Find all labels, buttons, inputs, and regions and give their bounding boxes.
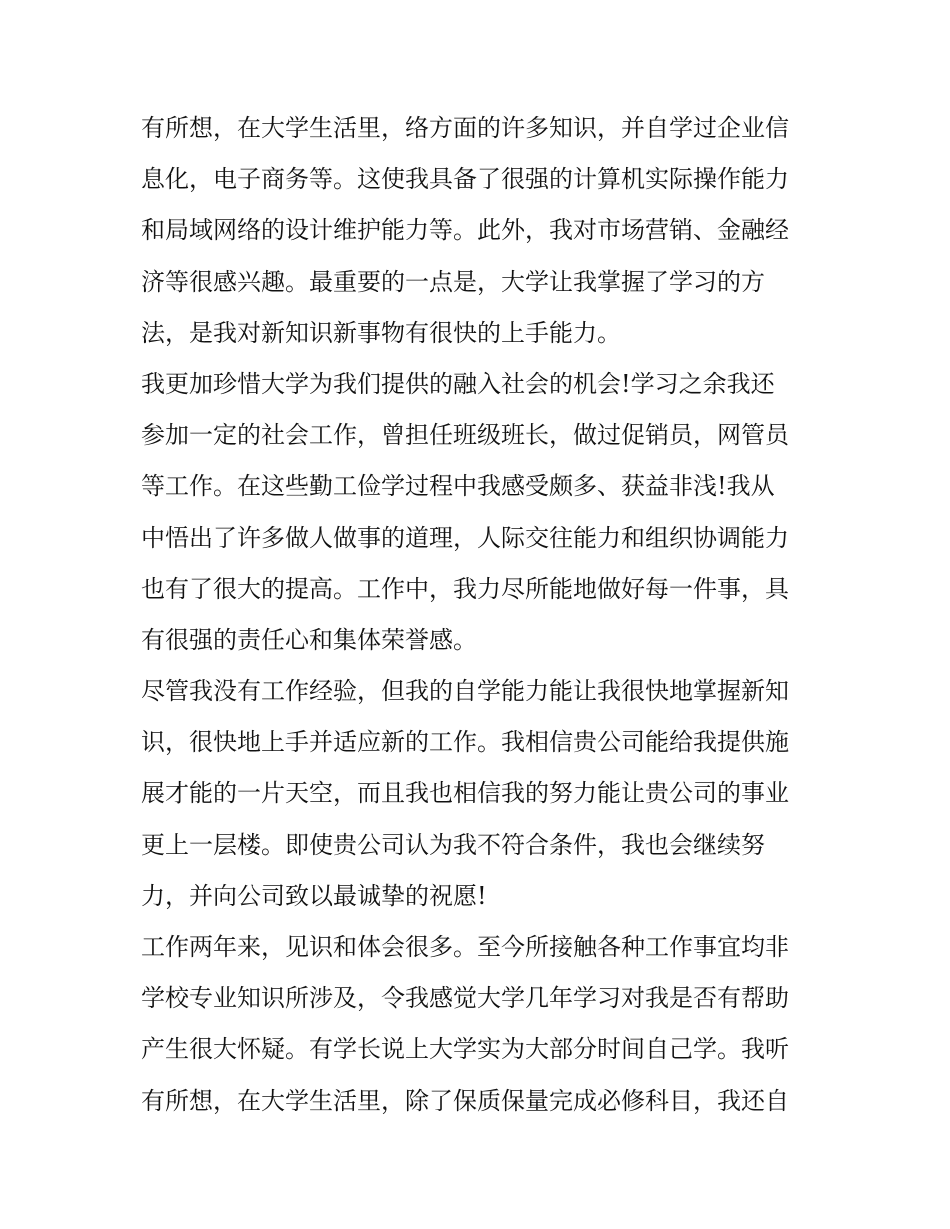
text-line: 产生很大怀疑。有学长说上大学实为大部分时间自己学。我听 <box>141 1035 789 1064</box>
text-line: 等工作。在这些勤工俭学过程中我感受颇多、获益非浅!我从 <box>141 472 775 501</box>
document-body <box>141 103 821 1127</box>
text-line: 参加一定的社会工作，曾担任班级班长，做过促销员，网管员 <box>141 421 789 450</box>
text-line: 有所想，在大学生活里，络方面的许多知识，并自学过企业信 <box>141 114 789 142</box>
text-line: 和局域网络的设计维护能力等。此外，我对市场营销、金融经 <box>141 216 789 245</box>
text-line: 尽管我没有工作经验，但我的自学能力能让我很快地掌握新知 <box>141 677 789 706</box>
text-line: 有很强的责任心和集体荣誉感。 <box>141 625 477 654</box>
text-line: 息化，电子商务等。这使我具备了很强的计算机实际操作能力 <box>141 165 789 194</box>
text-line: 识，很快地上手并适应新的工作。我相信贵公司能给我提供施 <box>141 728 789 757</box>
text-line: 学校专业知识所涉及，令我感觉大学几年学习对我是否有帮助 <box>141 984 789 1013</box>
text-line: 力，并向公司致以最诚挚的祝愿! <box>141 881 487 910</box>
text-line: 展才能的一片天空，而且我也相信我的努力能让贵公司的事业 <box>141 779 789 808</box>
text-line: 济等很感兴趣。最重要的一点是，大学让我掌握了学习的方 <box>141 267 765 296</box>
text-line: 工作两年来，见识和体会很多。至今所接触各种工作事宜均非 <box>141 933 789 961</box>
text-line: 法，是我对新知识新事物有很快的上手能力。 <box>141 318 621 347</box>
text-line: 更上一层楼。即使贵公司认为我不符合条件，我也会继续努 <box>141 830 765 859</box>
text-line: 我更加珍惜大学为我们提供的融入社会的机会!学习之余我还 <box>141 369 775 398</box>
text-line: 中悟出了许多做人做事的道理，人际交往能力和组织协调能力 <box>141 523 789 552</box>
text-line: 有所想，在大学生活里，除了保质保量完成必修科目，我还自 <box>141 1086 789 1115</box>
text-line: 也有了很大的提高。工作中，我力尽所能地做好每一件事，具 <box>141 574 789 603</box>
